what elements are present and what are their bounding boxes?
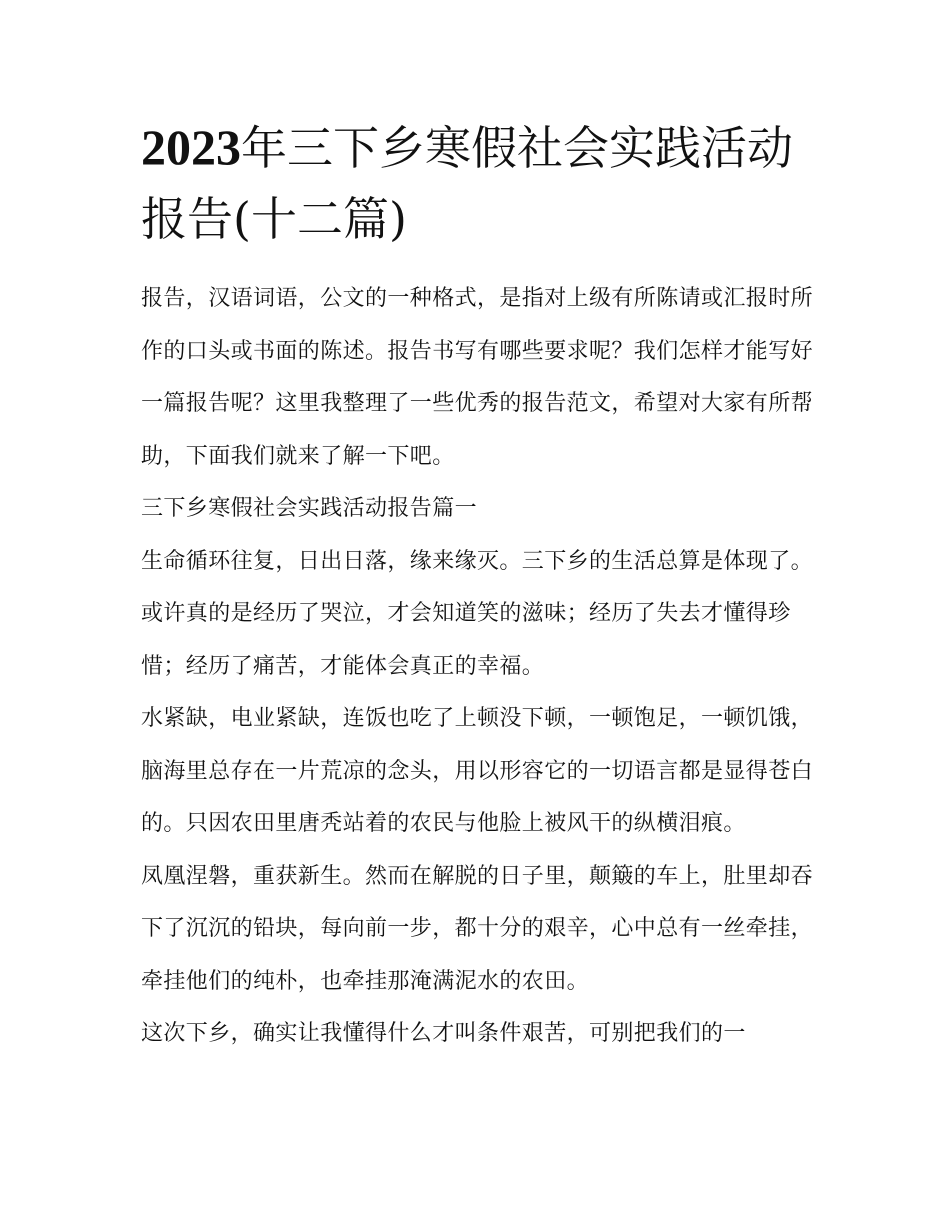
document-content — [141, 112, 816, 1061]
body-paragraph: 这次下乡，确实让我懂得什么才叫条件艰苦，可别把我们的一 — [141, 1021, 746, 1046]
body-paragraph: 生命循环往复，日出日落，缘来缘灭。三下乡的生活总算是体现了。或许真的是经历了哭泣，才会知道笑的滋味；经历了失去才懂得珍惜；经历了痛苦，才能体会真正的幸福。 — [141, 548, 814, 679]
title-text: 年三下乡寒假社会实践活动报告(十二篇) — [141, 121, 793, 246]
title-number: 2023 — [141, 119, 241, 175]
document-body — [141, 273, 816, 1061]
section-heading: 三下乡寒假社会实践活动报告篇一 — [141, 496, 478, 521]
document-title — [141, 112, 811, 255]
body-paragraph: 凤凰涅磐，重获新生。然而在解脱的日子里，颠簸的车上，肚里却吞下了沉沉的铅块，每向前一步，都十分的艰辛，心中总有一丝牵挂，牵挂他们的纯朴，也牵挂那淹满泥水的农田。 — [141, 863, 814, 994]
body-paragraph: 水紧缺，电业紧缺，连饭也吃了上顿没下顿，一顿饱足，一顿饥饿，脑海里总存在一片荒凉的念头，用以形容它的一切语言都是显得苍白的。只因农田里唐秃站着的农民与他脸上被风干的纵横泪痕。 — [141, 706, 814, 836]
intro-paragraph: 报告，汉语词语，公文的一种格式，是指对上级有所陈请或汇报时所作的口头或书面的陈述。报告书写有哪些要求呢？我们怎样才能写好一篇报告呢？这里我整理了一些优秀的报告范文，希望对大家有所帮助，下面我们就来了解一下吧。 — [141, 286, 814, 469]
